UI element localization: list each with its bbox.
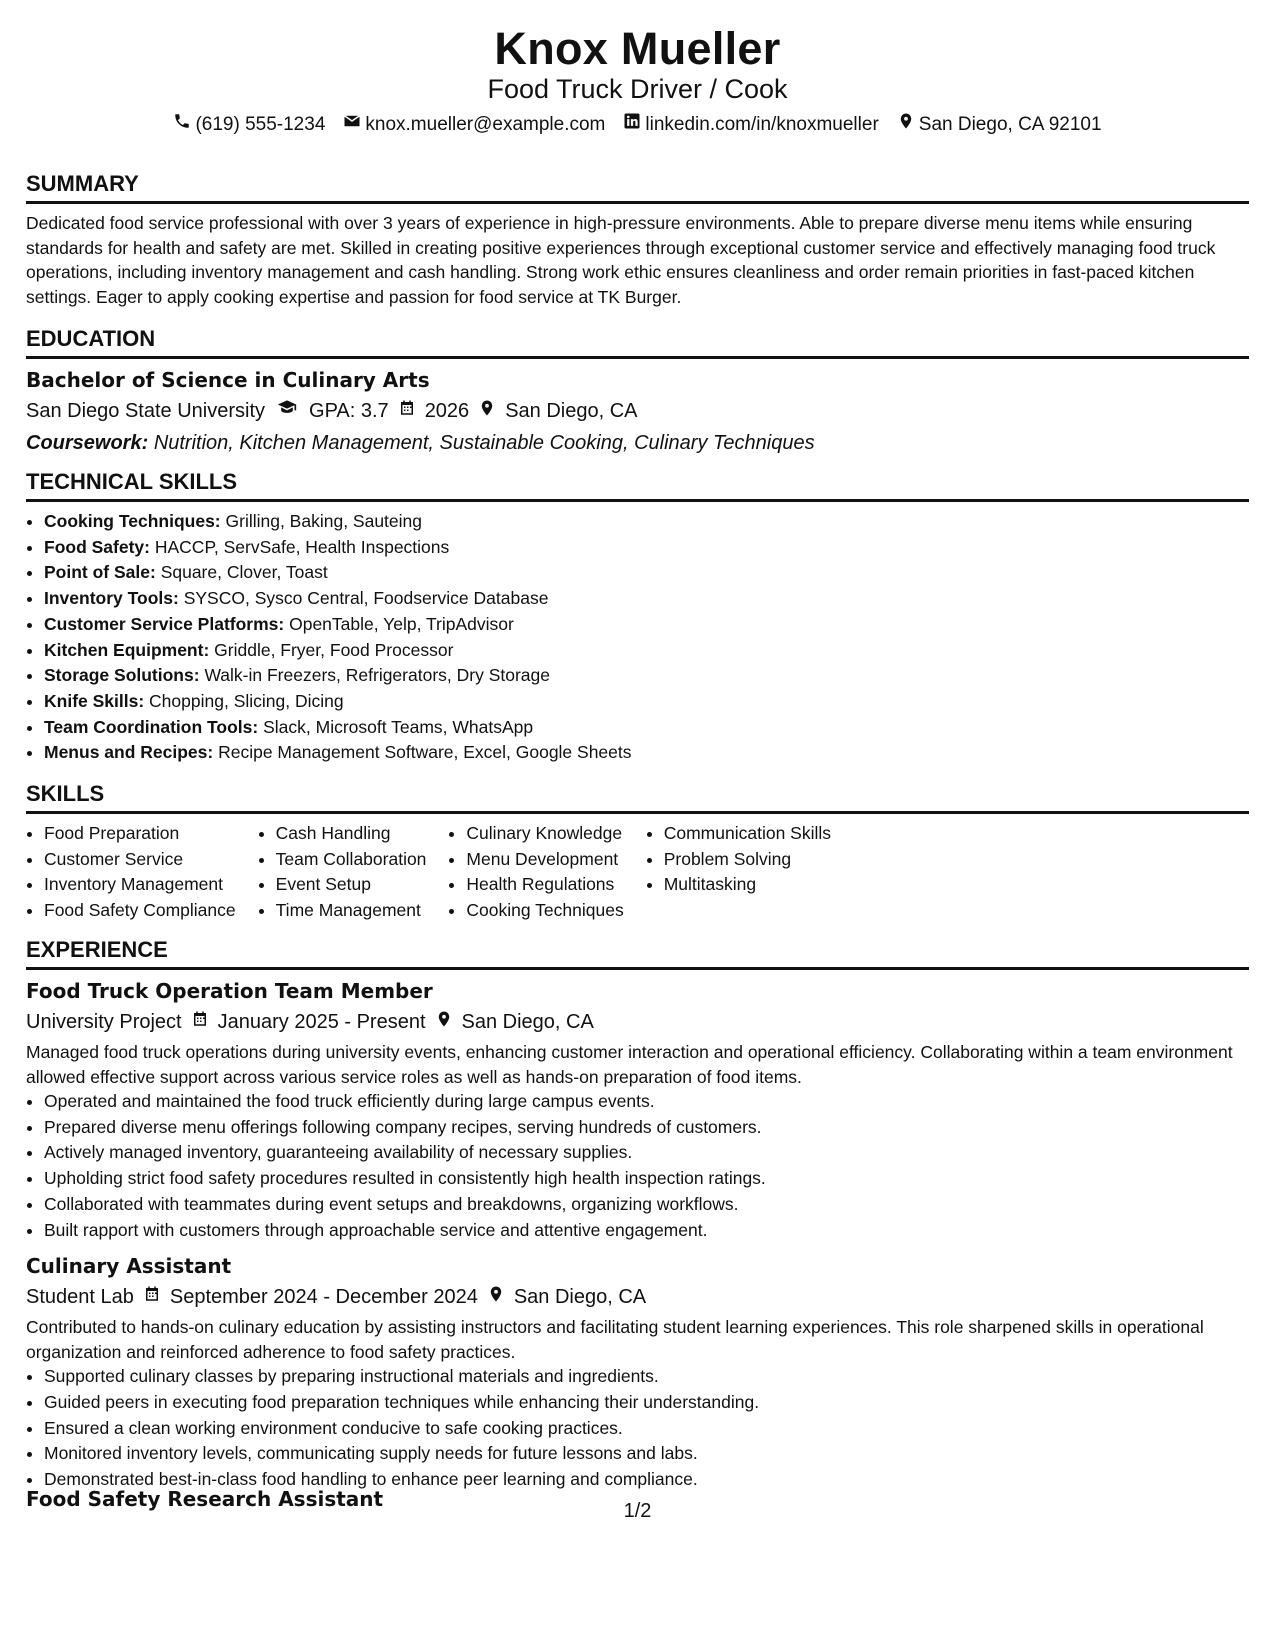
job-title: Food Truck Driver / Cook xyxy=(487,74,788,104)
section-title-experience: EXPERIENCE xyxy=(26,936,1249,970)
job-bullets xyxy=(26,1364,1249,1493)
contact-linkedin[interactable]: linkedin.com/in/knoxmueller xyxy=(623,112,878,138)
coursework-list: Nutrition, Kitchen Management, Sustainable Cooking, Culinary Techniques xyxy=(153,432,815,454)
job-title: Culinary Assistant xyxy=(26,1254,232,1279)
job-org: University Project xyxy=(26,1011,182,1033)
list-item: • Prepared diverse menu offerings following company recipes, serving hundreds of customers. xyxy=(44,1115,1249,1141)
job-org: Student Lab xyxy=(26,1286,134,1309)
section-title-technical-skills: TECHNICAL SKILLS xyxy=(26,468,1249,502)
technical-skills-section xyxy=(26,468,1249,766)
graduation-year: 2026 xyxy=(424,400,470,422)
list-item: • Food Safety: HACCP, ServSafe, Health Inspections xyxy=(44,535,1249,561)
summary-section xyxy=(26,170,1249,309)
list-item: • Team Coordination Tools: Slack, Microsoft Teams, WhatsApp xyxy=(44,715,1249,741)
list-item: • Guided peers in executing food preparation techniques while enhancing their understanding. xyxy=(44,1390,1249,1416)
list-item: • Supported culinary classes by preparing instructional materials and ingredients. xyxy=(44,1364,1249,1390)
phone-icon xyxy=(173,112,191,138)
list-item: • Ensured a clean working environment conducive to safe cooking practices. xyxy=(44,1416,1249,1442)
job-dates: September 2024 - December 2024 xyxy=(169,1286,478,1309)
map-pin-icon xyxy=(435,1007,453,1037)
list-item: • Inventory Tools: SYSCO, Sysco Central, Foodservice Database xyxy=(44,586,1249,612)
calendar-icon xyxy=(398,396,416,426)
envelope-icon xyxy=(343,112,361,138)
list-item: • Customer Service xyxy=(44,847,236,873)
job-title: Food Truck Operation Team Member xyxy=(26,979,433,1003)
calendar-icon xyxy=(143,1282,161,1312)
list-item: • Point of Sale: Square, Clover, Toast xyxy=(44,560,1249,586)
job-entry xyxy=(26,1252,1249,1493)
job-location: San Diego, CA xyxy=(513,1286,647,1309)
job-entry xyxy=(26,977,1249,1243)
list-item: • Kitchen Equipment: Griddle, Fryer, Food Processor xyxy=(44,638,1249,664)
list-item: • Culinary Knowledge xyxy=(466,821,623,847)
job-summary: Contributed to hands-on culinary education by assisting instructors and facilitating student learning experiences. This role sharpened skills in operational organization and reinforced adherence to food safety practices. xyxy=(26,1317,1204,1362)
skills-column xyxy=(258,821,427,924)
summary-text: Dedicated food service professional with over 3 years of experience in high-pressure environments. Able to prepare diverse menu items while ensuring standards for health and safety are met. Skilled in creating positive experiences through exceptional customer service and effectively managing food truck operations, including inventory management and cash handling. Strong work ethic ensures cleanliness and order remain priorities in fast-paced kitchen settings. Eager to apply cooking expertise and passion for food service at TK Burger. xyxy=(26,213,1216,307)
list-item: • Menu Development xyxy=(466,847,623,873)
contact-location: San Diego, CA 92101 xyxy=(897,112,1102,138)
list-item: • Time Management xyxy=(276,898,427,924)
graduation-cap-icon xyxy=(274,396,300,426)
list-item: • Storage Solutions: Walk-in Freezers, Refrigerators, Dry Storage xyxy=(44,663,1249,689)
contact-phone: (619) 555-1234 xyxy=(173,112,325,138)
list-item: • Built rapport with customers through approachable service and attentive engagement. xyxy=(44,1218,1249,1244)
list-item: • Team Collaboration xyxy=(276,847,427,873)
list-item: • Menus and Recipes: Recipe Management Software, Excel, Google Sheets xyxy=(44,740,1249,766)
degree-title: Bachelor of Science in Culinary Arts xyxy=(26,368,430,392)
list-item: • Customer Service Platforms: OpenTable, Yelp, TripAdvisor xyxy=(44,612,1249,638)
list-item: • Health Regulations xyxy=(466,872,623,898)
school-name: San Diego State University xyxy=(26,400,266,422)
page-number: 1/2 xyxy=(623,1500,652,1522)
list-item: • Food Preparation xyxy=(44,821,236,847)
skills-column xyxy=(448,821,623,924)
list-item: • Operated and maintained the food truck efficiently during large campus events. xyxy=(44,1089,1249,1115)
job-summary: Managed food truck operations during university events, enhancing customer interaction and operational efficiency. Collaborating within a team environment allowed effective support across various service roles as well as hands-on preparation of food items. xyxy=(26,1042,1233,1087)
list-item: • Multitasking xyxy=(664,872,831,898)
education-section xyxy=(26,325,1249,458)
list-item: • Food Safety Compliance xyxy=(44,898,236,924)
contact-line xyxy=(26,112,1249,138)
list-item: • Cooking Techniques xyxy=(466,898,623,924)
skills-column xyxy=(646,821,831,924)
map-pin-icon xyxy=(487,1282,505,1312)
skills-section xyxy=(26,780,1249,924)
skills-grid xyxy=(26,821,1249,924)
job-meta xyxy=(26,1007,1249,1037)
linkedin-icon xyxy=(623,112,641,138)
school-location: San Diego, CA xyxy=(505,400,638,422)
job-meta xyxy=(26,1282,1249,1312)
job-title: Food Safety Research Assistant xyxy=(26,1487,384,1511)
list-item: • Communication Skills xyxy=(664,821,831,847)
list-item: • Collaborated with teammates during event setups and breakdowns, organizing workflows. xyxy=(44,1192,1249,1218)
section-title-education: EDUCATION xyxy=(26,325,1249,359)
technical-skills-list xyxy=(26,509,1249,766)
list-item: • Problem Solving xyxy=(664,847,831,873)
gpa: GPA: 3.7 xyxy=(309,400,389,422)
map-pin-icon xyxy=(897,112,915,138)
list-item: • Upholding strict food safety procedures resulted in consistently high health inspection ratings. xyxy=(44,1166,1249,1192)
coursework xyxy=(26,428,1249,458)
experience-section xyxy=(26,936,1249,1493)
contact-email[interactable]: knox.mueller@example.com xyxy=(343,112,605,138)
list-item: • Cash Handling xyxy=(276,821,427,847)
calendar-icon xyxy=(191,1007,209,1037)
list-item: • Actively managed inventory, guaranteeing availability of necessary supplies. xyxy=(44,1140,1249,1166)
resume-page xyxy=(26,0,1249,1650)
list-item: • Knife Skills: Chopping, Slicing, Dicing xyxy=(44,689,1249,715)
coursework-label: Coursework: xyxy=(26,432,149,454)
list-item: • Inventory Management xyxy=(44,872,236,898)
job-bullets xyxy=(26,1089,1249,1243)
list-item: • Event Setup xyxy=(276,872,427,898)
section-title-skills: SKILLS xyxy=(26,780,1249,814)
job-location: San Diego, CA xyxy=(461,1011,594,1033)
map-pin-icon xyxy=(478,396,496,426)
job-dates: January 2025 - Present xyxy=(217,1011,426,1033)
list-item: • Demonstrated best-in-class food handling to enhance peer learning and compliance. xyxy=(44,1467,1249,1493)
list-item: • Monitored inventory levels, communicating supply needs for future lessons and labs. xyxy=(44,1441,1249,1467)
section-title-summary: SUMMARY xyxy=(26,170,1249,204)
education-meta xyxy=(26,396,1249,426)
list-item: • Cooking Techniques: Grilling, Baking, Sauteing xyxy=(44,509,1249,535)
skills-column xyxy=(26,821,236,924)
candidate-name: Knox Mueller xyxy=(494,23,781,74)
